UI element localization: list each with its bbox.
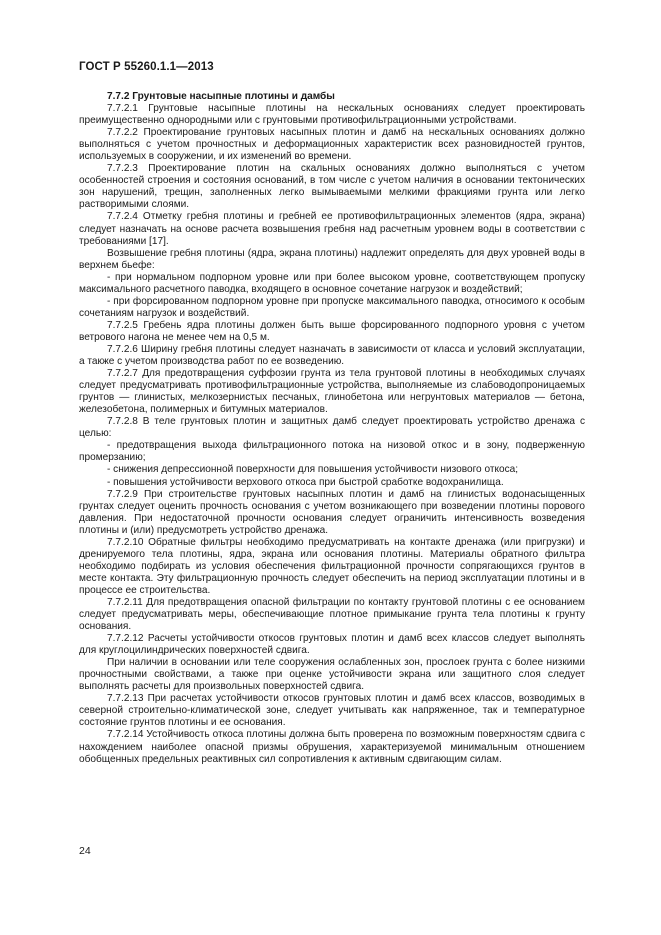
section-title: 7.7.2 Грунтовые насыпные плотины и дамбы [107, 91, 335, 102]
paragraph-crest-levels: Возвышение гребня плотины (ядра, экрана плотины) надлежит определять для двух уровней воды в верхнем бьефе: [79, 247, 585, 271]
list-item: - снижения депрессионной поверхности для повышения устойчивости низового откоса; [107, 464, 519, 476]
paragraph-weak-zones: При наличии в основании или теле сооружения ослабленных зон, прослоек грунта с более низкими прочностными свойствами, а также при оценке устойчивости экрана или защитного слоя следует выполнять расчеты для произвольных поверхностей сдвига. [79, 657, 585, 693]
list-item: - предотвращения выхода фильтрационного потока на низовой откос и в зону, подверженную промерзанию; [79, 440, 585, 464]
list-item: - при форсированном подпорном уровне при пропуске максимального паводка, относимого к особым сочетаниям нагрузок и воздействий. [79, 295, 585, 319]
list-item: - при нормальном подпорном уровне или при более высоком уровне, соответствующем пропуску максимального расчетного паводка, входящего в основное сочетание нагрузок и воздействий; [79, 271, 585, 295]
list-item: - повышения устойчивости верхового откоса при быстрой сработке водохранилища. [107, 476, 504, 488]
paragraph-7-7-2-9: 7.7.2.9 При строительстве грунтовых насыпных плотин и дамб на глинистых водонасыщенных грунтах следует оценить прочность основания с учетом возникающего при возведении плотины порового давления. При недостаточной прочности основания следует ограничить интенсивность возведения плотины и (или) предусмотреть устройство дренажа. [79, 488, 585, 536]
paragraph-7-7-2-3: 7.7.2.3 Проектирование плотин на скальных основаниях должно выполняться с учетом особенностей строения и состояния оснований, в том числе с учетом наличия в основании тектонических зон нарушений, трещин, заполненных легко вымываемыми мелкими фракциями грунта или легко растворимыми слоями. [79, 163, 585, 211]
paragraph-7-7-2-12: 7.7.2.12 Расчеты устойчивости откосов грунтовых плотин и дамб всех классов следует выполнять для круглоцилиндрических поверхностей сдвига. [79, 633, 585, 657]
document-body [79, 91, 585, 766]
paragraph-7-7-2-2: 7.7.2.2 Проектирование грунтовых насыпных плотин и дамб на нескальных основаниях должно выполняться с учетом прочностных и деформационных характеристик всех разновидностей грунтов, используемых в сооружении, и их изменений во времени. [79, 127, 585, 163]
paragraph-7-7-2-13: 7.7.2.13 При расчетах устойчивости откосов грунтовых плотин и дамб всех классов, возводимых в северной строительно-климатической зоне, следует учитывать как напряженное, так и температурное состояние грунтов плотины и ее основания. [79, 693, 585, 729]
page-number: 24 [79, 845, 91, 857]
paragraph-7-7-2-7: 7.7.2.7 Для предотвращения суффозии грунта из тела грунтовой плотины в необходимых случаях следует предусматривать противофильтрационные устройства, выполняемые из слабоводопроницаемых грунтов — глинистых, мелкозернистых песчаных, глинобетона или негрунтовых материалов — бетона, железобетона, полимерных и битумных материалов. [79, 368, 585, 416]
paragraph-7-7-2-1: 7.7.2.1 Грунтовые насыпные плотины на нескальных основаниях следует проектировать преимущественно однородными или с грунтовыми противофильтрационными устройствами. [79, 103, 585, 127]
paragraph-7-7-2-5: 7.7.2.5 Гребень ядра плотины должен быть выше форсированного подпорного уровня с учетом ветрового нагона не менее чем на 0,5 м. [79, 319, 585, 343]
document-header: ГОСТ Р 55260.1.1—2013 [79, 61, 214, 73]
paragraph-7-7-2-4: 7.7.2.4 Отметку гребня плотины и гребней ее противофильтрационных элементов (ядра, экрана) следует назначать на основе расчета возвышения гребня над расчетным уровнем воды в соответствии с требованиями [17]. [79, 211, 585, 247]
paragraph-7-7-2-8: 7.7.2.8 В теле грунтовых плотин и защитных дамб следует проектировать устройство дренажа с целью: [79, 416, 585, 440]
paragraph-7-7-2-14: 7.7.2.14 Устойчивость откоса плотины должна быть проверена по возможным поверхностям сдвига с нахождением наиболее опасной призмы обрушения, характеризуемой минимальным отношением обобщенных предельных реактивных сил сопротивления к активным сдвигающим силам. [79, 729, 585, 765]
paragraph-7-7-2-10: 7.7.2.10 Обратные фильтры необходимо предусматривать на контакте дренажа (или пригрузки) и дренируемого тела плотины, ядра, экрана или основания плотины. Материалы обратного фильтра необходимо подбирать из условия обеспечения фильтрационной прочности сопрягающихся грунтов в месте контакта. Эту фильтрационную прочность следует обеспечить на период эксплуатации плотины и в процессе ее строительства. [79, 536, 585, 596]
paragraph-7-7-2-11: 7.7.2.11 Для предотвращения опасной фильтрации по контакту грунтовой плотины с ее основанием следует предусматривать меры, обеспечивающие плотное примыкание грунта тела плотины к грунту основания. [79, 596, 585, 633]
paragraph-7-7-2-6: 7.7.2.6 Ширину гребня плотины следует назначать в зависимости от класса и условий эксплуатации, а также с учетом производства работ по ее возведению. [79, 343, 585, 368]
